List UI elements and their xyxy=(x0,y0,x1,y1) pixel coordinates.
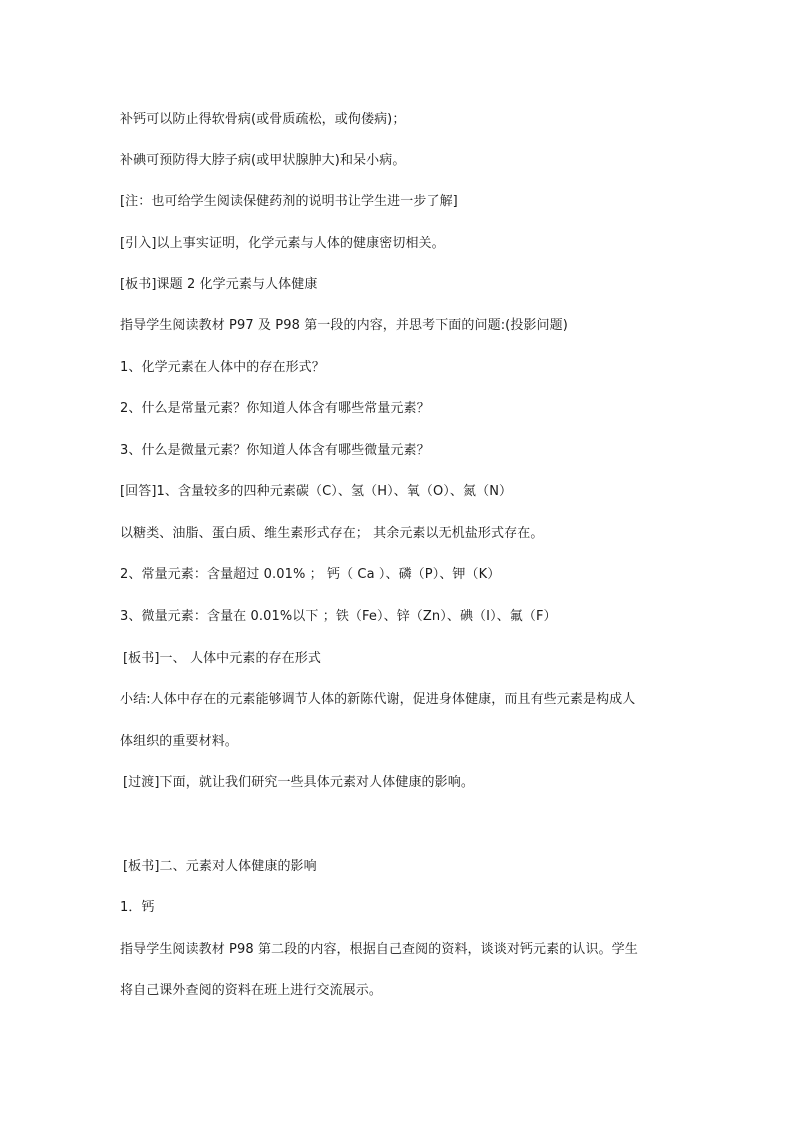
text-line: [板书]二、元素对人体健康的影响 xyxy=(123,859,317,874)
text-line: [引入]以上事实证明，化学元素与人体的健康密切相关。 xyxy=(120,236,445,251)
text-line: 小结:人体中存在的元素能够调节人体的新陈代谢，促进身体健康，而且有些元素是构成人 xyxy=(120,692,636,707)
text-line: 体组织的重要材料。 xyxy=(120,734,238,749)
text-line: [回答]1、含量较多的四种元素碳（C）、氢（H）、氧（O）、氮（N） xyxy=(120,484,513,499)
text-line: 以糖类、油脂、蛋白质、维生素形式存在； 其余元素以无机盐形式存在。 xyxy=(120,526,544,541)
text-line: [注：也可给学生阅读保健药剂的说明书让学生进一步了解] xyxy=(120,194,458,209)
text-line: 2、常量元素：含量超过 0.01% ； 钙（ Ca ）、磷（P）、钾（K） xyxy=(120,567,501,582)
text-line: 补碘可预防得大脖子病(或甲状腺肿大)和呆小病。 xyxy=(120,153,406,168)
text-line: [板书]课题 2 化学元素与人体健康 xyxy=(120,277,318,292)
text-line: 指导学生阅读教材 P97 及 P98 第一段的内容，并思考下面的问题:(投影问题) xyxy=(120,318,568,333)
text-line: [板书]一、 人体中元素的存在形式 xyxy=(123,651,321,666)
text-line: 指导学生阅读教材 P98 第二段的内容，根据自己查阅的资料，谈谈对钙元素的认识。学生 xyxy=(120,942,638,957)
text-line: 1．钙 xyxy=(120,900,155,915)
text-line: 3、什么是微量元素？你知道人体含有哪些微量元素？ xyxy=(120,443,430,458)
text-line: 1、化学元素在人体中的存在形式？ xyxy=(120,360,325,375)
text-line: 2、什么是常量元素？你知道人体含有哪些常量元素？ xyxy=(120,401,430,416)
text-line: [过渡]下面，就让我们研究一些具体元素对人体健康的影响。 xyxy=(123,775,474,790)
text-line: 3、微量元素：含量在 0.01%以下 ；铁（Fe）、锌（Zn）、碘（I）、氟（F） xyxy=(120,609,557,624)
text-line: 将自己课外查阅的资料在班上进行交流展示。 xyxy=(120,983,383,998)
text-line: 补钙可以防止得软骨病(或骨质疏松，或佝偻病)； xyxy=(120,112,406,127)
